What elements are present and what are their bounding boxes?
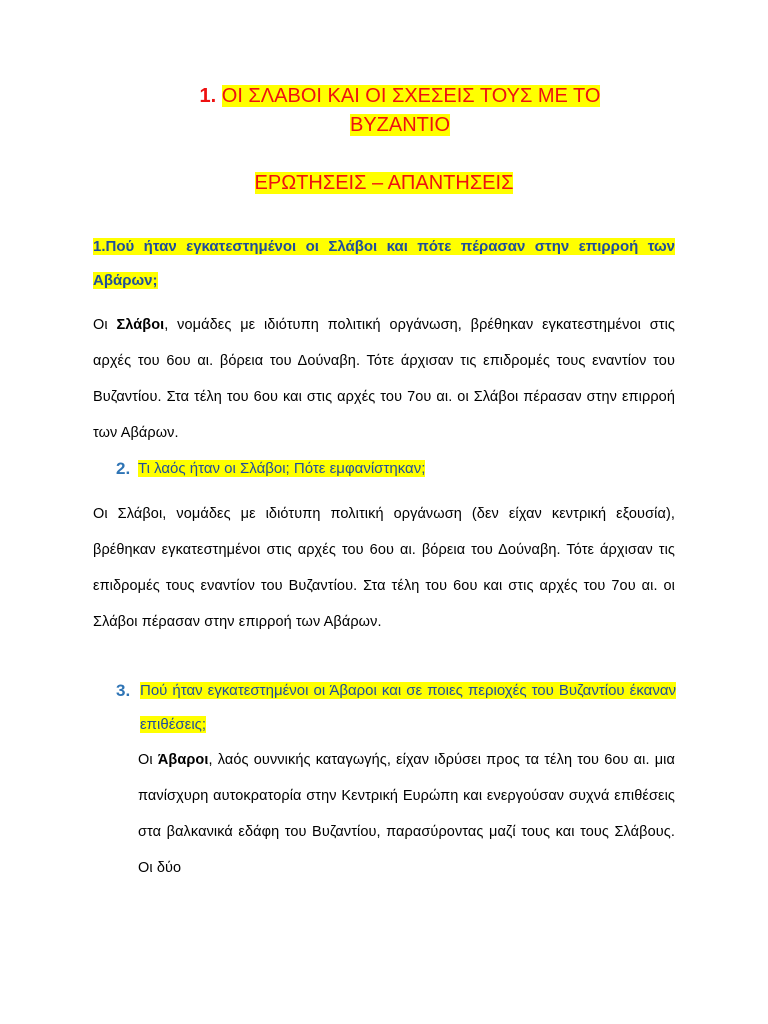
answer-3-bold-term: Άβαροι: [157, 752, 209, 768]
answer-1-bold-term: Σλάβοι: [116, 317, 165, 333]
question-3: [116, 674, 676, 742]
question-1: [93, 230, 675, 298]
title-text: ΟΙ ΣΛΑΒΟΙ ΚΑΙ ΟΙ ΣΧΕΣΕΙΣ ΤΟΥΣ ΜΕ ΤΟ ΒΥΖΑΝΤΙΟ: [221, 85, 601, 136]
answer-2: Οι Σλάβοι, νομάδες με ιδιότυπη πολιτική οργάνωση (δεν είχαν κεντρική εξουσία), βρέθηκαν εγκατεστημένοι στις αρχές του 6ου αι. βόρεια του Δούναβη. Τότε άρχισαν τις επιδρομές τους εναντίον του Βυζαντίου. Στα τέλη του 6ου και στις αρχές του 7ου αι. οι Σλάβοι πέρασαν στην επιρροή των Αβάρων.: [93, 506, 675, 630]
answer-1-lead: Οι: [93, 317, 117, 333]
document-title: [150, 82, 650, 140]
question-3-number: 3.: [116, 681, 131, 700]
title-number: 1.: [199, 85, 217, 107]
document-subtitle: [0, 168, 768, 198]
subtitle-text: ΕΡΩΤΗΣΕΙΣ – ΑΠΑΝΤΗΣΕΙΣ: [254, 172, 514, 194]
question-3-text: Πού ήταν εγκατεστημένοι οι Άβαροι και σε ποιες περιοχές του Βυζαντίου έκαναν επιθέσεις;: [140, 682, 676, 733]
answer-3-body: , λαός ουννικής καταγωγής, είχαν ιδρύσει προς τα τέλη του 6ου αι. μια πανίσχυρη αυτοκρατορία στην Κεντρική Ευρώπη και ενεργούσαν συχνά επιθέσεις στα βαλκανικά εδάφη του Βυζαντίου, παρασύροντας μαζί τους και τους Σλάβους. Οι δύο: [138, 752, 675, 876]
question-2-text: Τι λαός ήταν οι Σλάβοι; Πότε εμφανίστηκαν;: [138, 460, 426, 477]
answer-3: [138, 742, 675, 886]
question-2: [116, 452, 676, 486]
answer-3-lead: Οι: [138, 752, 158, 768]
question-2-number: 2.: [116, 459, 131, 478]
answer-1: [93, 307, 675, 451]
answer-1-body: , νομάδες με ιδιότυπη πολιτική οργάνωση, βρέθηκαν εγκατεστημένοι στις αρχές του 6ου αι. βόρεια του Δούναβη. Τότε άρχισαν τις επιδρομές τους εναντίον του Βυζαντίου. Στα τέλη του 6ου και στις αρχές του 7ου αι. οι Σλάβοι πέρασαν στην επιρροή των Αβάρων.: [93, 317, 675, 441]
question-1-text: 1.Πού ήταν εγκατεστημένοι οι Σλάβοι και πότε πέρασαν στην επιρροή των Αβάρων;: [93, 238, 675, 289]
